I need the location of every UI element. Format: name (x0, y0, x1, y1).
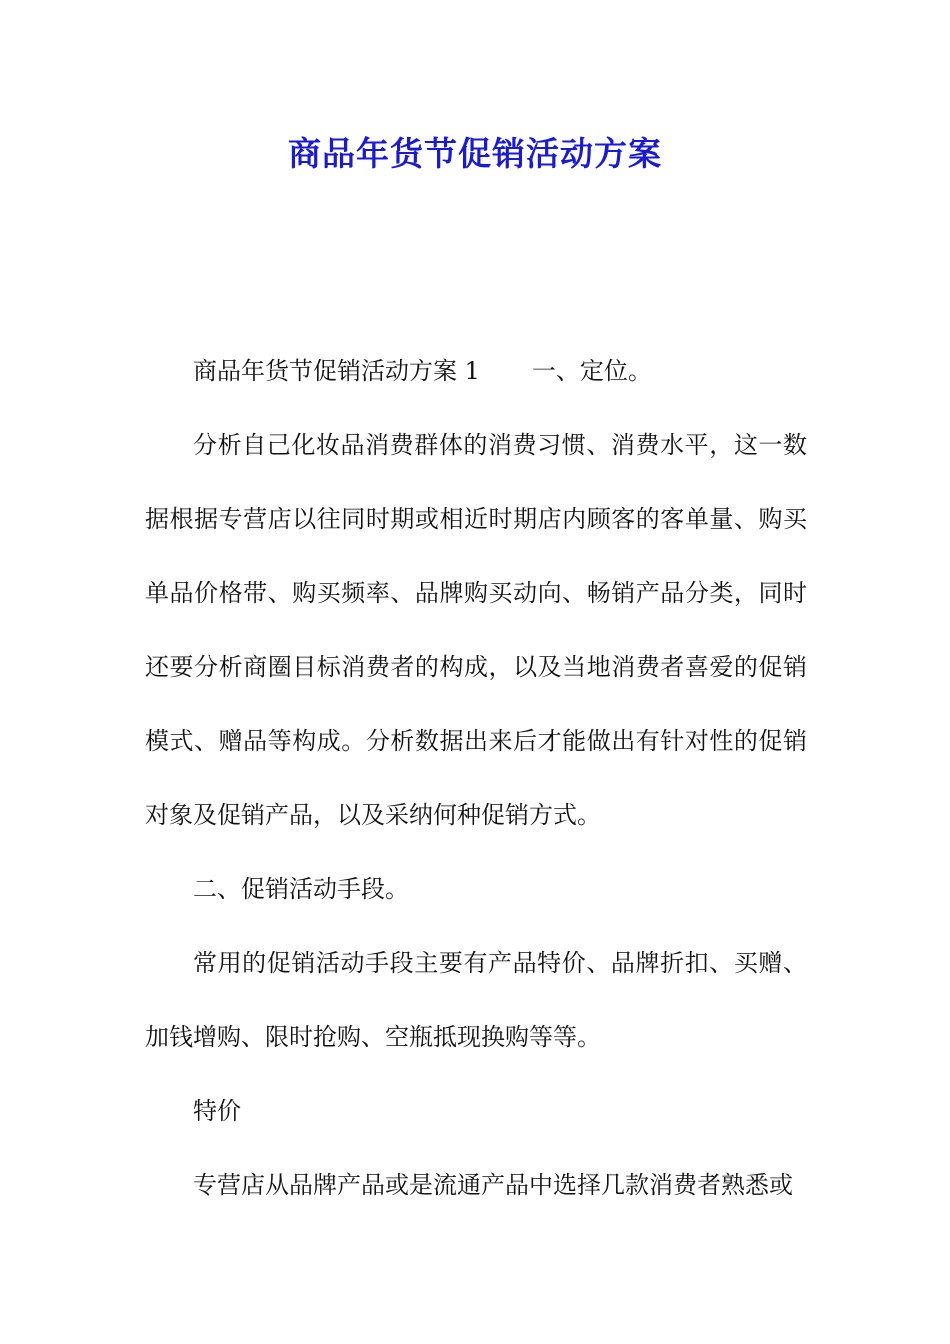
document-heading-prefix: 商品年货节促销活动方案 1 (193, 357, 480, 385)
paragraph-common-methods: 常用的促销活动手段主要有产品特价、品牌折扣、买赠、加钱增购、限时抢购、空瓶抵现换购等等。 (145, 949, 807, 1051)
section-heading-promotion-methods: 二、促销活动手段。 (193, 875, 409, 903)
section-heading-positioning: 一、定位。 (531, 357, 652, 385)
document-title: 商品年货节促销活动方案 (288, 134, 662, 173)
paragraph-special-price: 专营店从品牌产品或是流通产品中选择几款消费者熟悉或 (193, 1171, 793, 1199)
section-heading-line (145, 334, 807, 408)
document-body (145, 334, 807, 1222)
paragraph-analysis: 分析自己化妆品消费群体的消费习惯、消费水平，这一数据根据专营店以往同时期或相近时期店内顾客的客单量、购买单品价格带、购买频率、品牌购买动向、畅销产品分类，同时还要分析商圈目标消费者的构成，以及当地消费者喜爱的促销模式、赠品等构成。分析数据出来后才能做出有针对性的促销对象及促销产品，以及采纳何种促销方式。 (145, 431, 807, 829)
subheading-special-price: 特价 (193, 1097, 241, 1125)
